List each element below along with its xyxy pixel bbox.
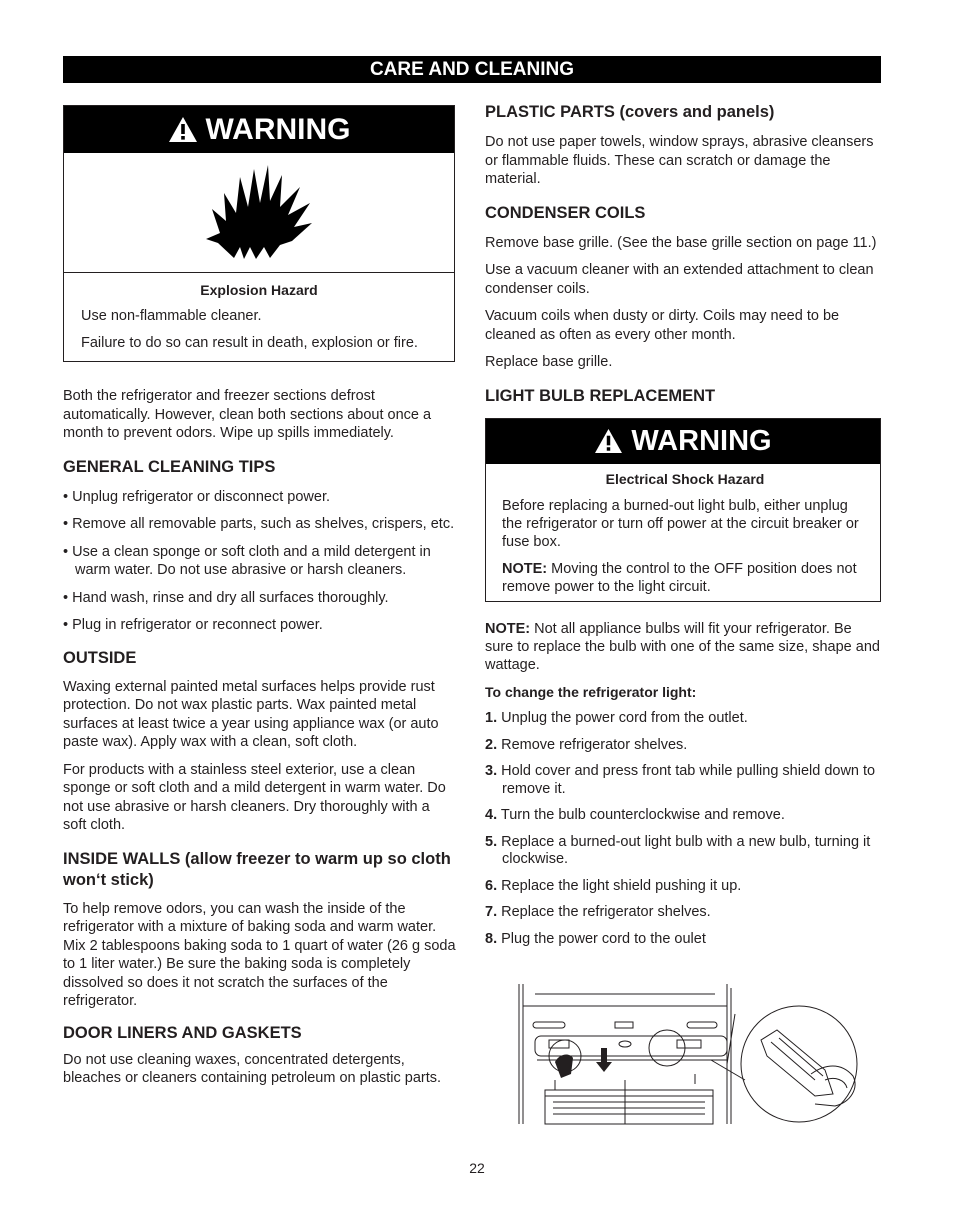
warning-title: WARNING — [205, 112, 351, 146]
condenser-coils-heading: CONDENSER COILS — [485, 203, 646, 222]
bulb-note: NOTE: Not all appliance bulbs will fit your refrigerator. Be sure to replace the bulb with one of the same size, shape and wattage. — [485, 620, 880, 673]
list-item: 6. Replace the light shield pushing it up. — [485, 877, 742, 894]
electrical-warning-note: NOTE: Moving the control to the OFF position does not remove power to the light circuit. — [502, 560, 857, 595]
list-item: • Use a clean sponge or soft cloth and a mild detergent in warm water. Do not use abrasive or harsh cleaners. — [63, 543, 431, 578]
page-title: CARE AND CLEANING — [369, 59, 575, 80]
warning-title: WARNING — [631, 424, 772, 457]
general-cleaning-list — [63, 488, 457, 635]
plastic-parts-heading: PLASTIC PARTS (covers and panels) — [485, 103, 775, 121]
explosion-icon-area — [64, 153, 454, 273]
warning-line-2: Failure to do so can result in death, explosion or fire. — [81, 335, 418, 351]
page-header — [63, 56, 881, 83]
electrical-warning-text: Before replacing a burned-out light bulb, either unplug the refrigerator or turn off power at the circuit breaker or fuse box. — [502, 497, 859, 550]
list-item: 8. Plug the power cord to the oulet — [485, 930, 706, 947]
electrical-warning-box — [485, 418, 881, 602]
light-bulb-heading: LIGHT BULB REPLACEMENT — [485, 386, 716, 405]
hazard-label: Electrical Shock Hazard — [605, 470, 765, 487]
inside-walls-heading: INSIDE WALLS (allow freezer to warm up so cloth won‘t stick) — [63, 849, 451, 889]
warning-triangle-icon — [168, 116, 198, 143]
plastic-parts-paragraph: Do not use paper towels, window sprays, abrasive cleansers or flammable fluids. These can scratch or damage the material. — [485, 134, 874, 187]
list-item: • Unplug refrigerator or disconnect power. — [63, 488, 331, 505]
intro-paragraph: Both the refrigerator and freezer sections defrost automatically. However, clean both sections about once a month to prevent odors. Wipe up spills immediately. — [63, 388, 432, 441]
condenser-paragraph-1: Remove base grille. (See the base grille section on page 11.) — [485, 234, 877, 251]
left-column — [63, 105, 457, 1088]
right-column — [485, 105, 881, 948]
page-number: 22 — [469, 1160, 485, 1176]
outside-heading: OUTSIDE — [63, 648, 137, 667]
general-cleaning-heading: GENERAL CLEANING TIPS — [63, 457, 276, 476]
steps-title: To change the refrigerator light: — [485, 683, 697, 700]
electrical-warning-body — [486, 464, 880, 601]
list-item: • Plug in refrigerator or reconnect power. — [63, 617, 323, 633]
door-liners-paragraph: Do not use cleaning waxes, concentrated detergents, bleaches or cleaners containing petroleum on plastic parts. — [63, 1051, 442, 1086]
warning-title-bar — [64, 106, 454, 153]
light-shield-illustration — [515, 984, 860, 1126]
warning-triangle-icon — [594, 428, 623, 454]
list-item: • Hand wash, rinse and dry all surfaces thoroughly. — [63, 589, 389, 606]
list-item: 3. Hold cover and press front tab while pulling shield down to remove it. — [485, 763, 876, 797]
list-item: 7. Replace the refrigerator shelves. — [485, 904, 711, 920]
explosion-icon — [204, 163, 314, 263]
list-item: 4. Turn the bulb counterclockwise and remove. — [485, 807, 785, 823]
list-item: 1. Unplug the power cord from the outlet. — [485, 710, 748, 726]
condenser-paragraph-3: Vacuum coils when dusty or dirty. Coils may need to be cleaned as often as every other month. — [485, 308, 840, 343]
outside-paragraph-1: Waxing external painted metal surfaces helps provide rust protection. Do not wax plastic parts. Wax painted metal surfaces at least twice a year using appliance wax (or auto paste wax). Apply wax with a clean, soft cloth. — [63, 678, 439, 750]
list-item: • Remove all removable parts, such as shelves, crispers, etc. — [63, 516, 455, 532]
explosion-warning-box — [63, 105, 455, 362]
light-steps-list — [485, 710, 881, 948]
outside-paragraph-2: For products with a stainless steel exterior, use a clean sponge or soft cloth and a mild detergent in warm water. Do not use abrasive or harsh cleaners. Dry thoroughly with a soft cloth. — [63, 761, 446, 833]
inside-walls-paragraph: To help remove odors, you can wash the inside of the refrigerator with a mixture of baking soda and warm water. Mix 2 tablespoons baking soda to 1 quart of water (26 g soda to 1 liter water.) Be sure the baking soda is completely dissolved so does it not scratch the surfaces of the refrigerator. — [63, 900, 456, 1009]
list-item: 5. Replace a burned-out light bulb with a new bulb, turning it clockwise. — [485, 833, 871, 867]
hazard-label: Explosion Hazard — [200, 282, 318, 298]
condenser-paragraph-4: Replace base grille. — [485, 354, 613, 370]
condenser-paragraph-2: Use a vacuum cleaner with an extended attachment to clean condenser coils. — [485, 262, 874, 297]
door-liners-heading: DOOR LINERS AND GASKETS — [63, 1023, 302, 1042]
warning-line-1: Use non-flammable cleaner. — [81, 308, 262, 324]
warning-title-bar — [486, 419, 880, 464]
explosion-warning-body — [64, 273, 454, 361]
list-item: 2. Remove refrigerator shelves. — [485, 736, 688, 753]
